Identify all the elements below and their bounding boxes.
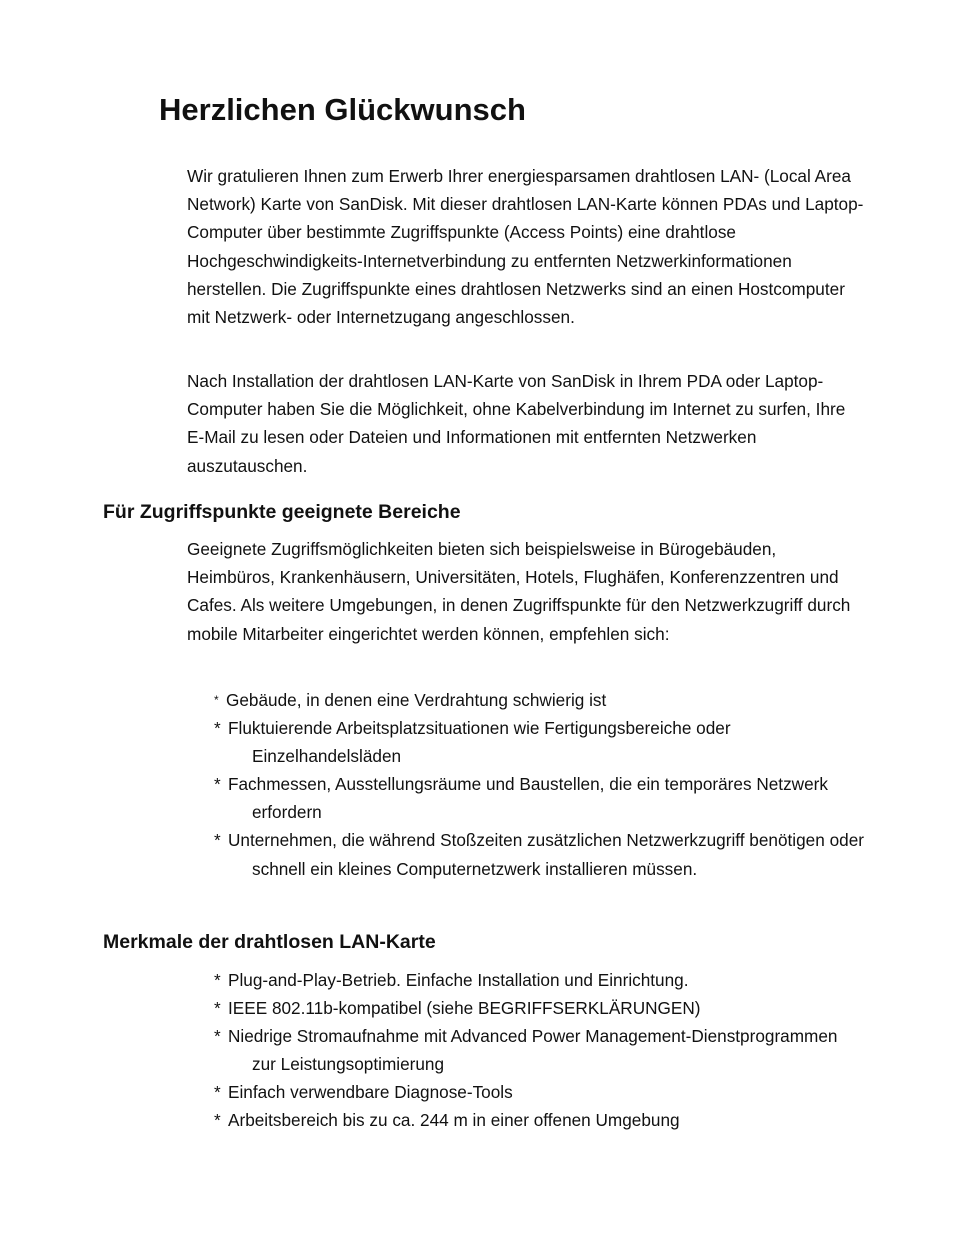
bullet-marker: * xyxy=(214,830,221,851)
list-item xyxy=(214,770,864,826)
list-item xyxy=(214,714,864,770)
list-item-text: IEEE 802.11b-kompatibel (siehe BEGRIFFSERKLÄRUNGEN) xyxy=(228,998,701,1019)
list-item-text: Gebäude, in denen eine Verdrahtung schwierig ist xyxy=(226,690,607,710)
intro-paragraph-2: Nach Installation der drahtlosen LAN-Karte von SanDisk in Ihrem PDA oder Laptop-Computer haben Sie die Möglichkeit, ohne Kabelverbindung im Internet zu surfen, Ihre E-Mail zu lesen oder Dateien und Informationen mit entfernten Netzwerken auszutauschen. xyxy=(187,371,846,476)
list-item-text: Fachmessen, Ausstellungsräume und Baustellen, die ein temporäres Netzwerk erfordern xyxy=(228,774,828,823)
section-heading-access-points: Für Zugriffspunkte geeignete Bereiche xyxy=(103,501,461,523)
list-item-text: Plug-and-Play-Betrieb. Einfache Installation und Einrichtung. xyxy=(228,970,689,990)
access-points-paragraph: Geeignete Zugriffsmöglichkeiten bieten sich beispielsweise in Bürogebäuden, Heimbüros, Krankenhäusern, Universitäten, Hotels, Flughäfen, Konferenzzentren und Cafes. Als weitere Umgebungen, in denen Zugriffspunkte für den Netzwerkzugriff durch mobile Mitarbeiter eingerichtet werden können, empfehlen sich: xyxy=(187,539,851,644)
list-item xyxy=(214,1022,864,1078)
page-title: Herzlichen Glückwunsch xyxy=(159,92,526,127)
list-item xyxy=(214,1078,864,1106)
bullet-marker: * xyxy=(214,693,219,707)
list-item xyxy=(214,686,864,714)
bullet-marker: * xyxy=(214,1110,221,1131)
list-item xyxy=(214,1106,864,1134)
features-bullet-list xyxy=(214,966,864,1135)
section-heading-features: Merkmale der drahtlosen LAN-Karte xyxy=(103,931,436,953)
access-points-bullet-list xyxy=(214,686,864,883)
list-item-text: Unternehmen, die während Stoßzeiten zusätzlichen Netzwerkzugriff benötigen oder schnell ein kleines Computernetzwerk installieren müssen. xyxy=(228,830,864,879)
list-item xyxy=(214,994,864,1022)
list-item-text: Einfach verwendbare Diagnose-Tools xyxy=(228,1082,513,1103)
list-item-text: Fluktuierende Arbeitsplatzsituationen wie Fertigungsbereiche oder Einzelhandelsläden xyxy=(228,718,731,767)
bullet-marker: * xyxy=(214,998,221,1019)
intro-paragraph-1: Wir gratulieren Ihnen zum Erwerb Ihrer energiesparsamen drahtlosen LAN- (Local Area Network) Karte von SanDisk. Mit dieser drahtlosen LAN-Karte können PDAs und Laptop-Computer über bestimmte Zugriffspunkte (Access Points) eine drahtlose Hochgeschwindigkeits-Internetverbindung zu entfernten Netzwerkinformationen herstellen. Die Zugriffspunkte eines drahtlosen Netzwerks sind an einen Hostcomputer mit Netzwerk- oder Internetzugang angeschlossen. xyxy=(187,166,864,328)
list-item-text: Arbeitsbereich bis zu ca. 244 m in einer offenen Umgebung xyxy=(228,1110,680,1131)
bullet-marker: * xyxy=(214,1026,221,1047)
bullet-marker: * xyxy=(214,718,221,739)
list-item xyxy=(214,966,864,994)
list-item xyxy=(214,826,864,882)
bullet-marker: * xyxy=(214,774,221,795)
bullet-marker: * xyxy=(214,970,221,990)
bullet-marker: * xyxy=(214,1082,221,1103)
list-item-text: Niedrige Stromaufnahme mit Advanced Power Management-Dienstprogrammen zur Leistungsoptimierung xyxy=(228,1026,838,1075)
